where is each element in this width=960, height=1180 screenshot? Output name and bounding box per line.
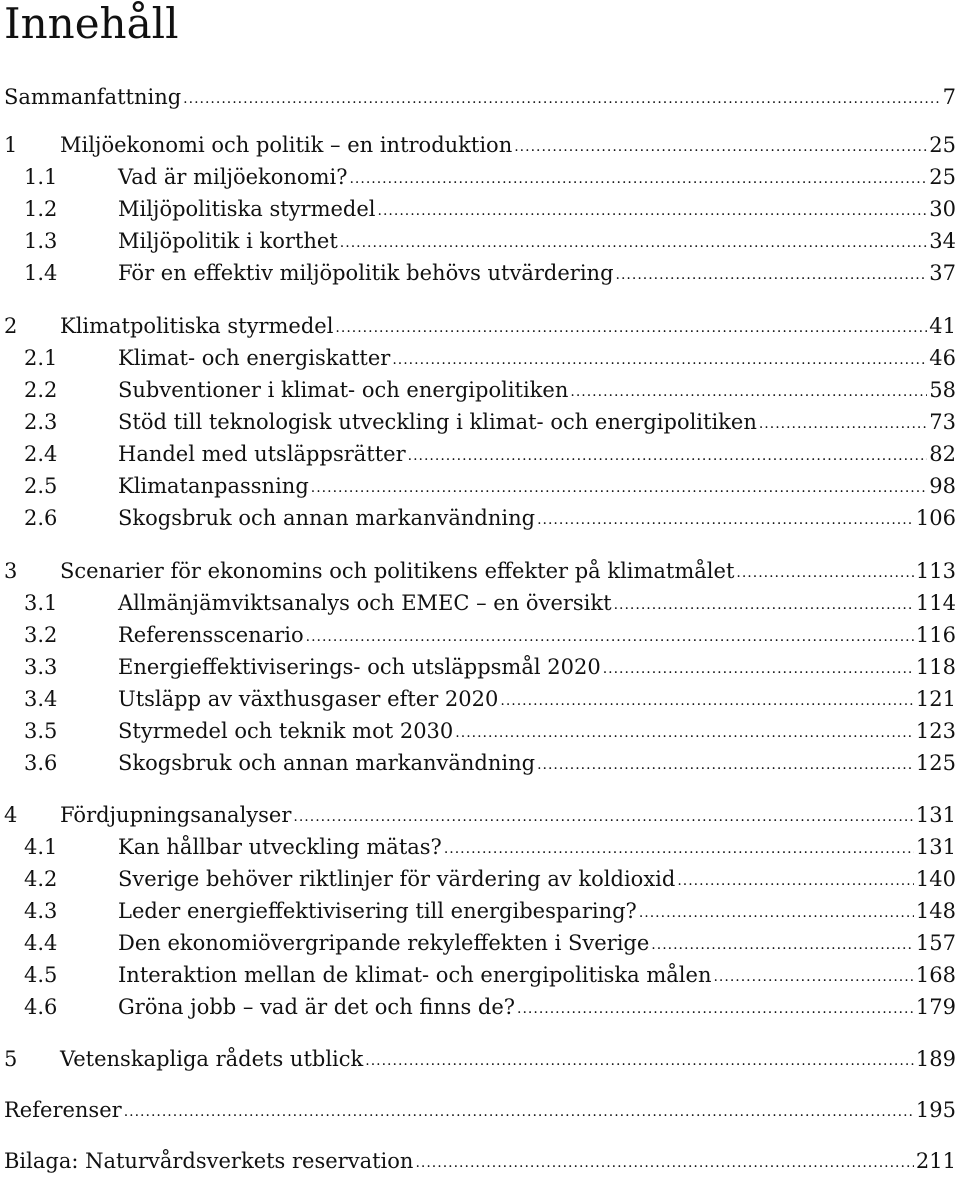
toc-entry-number: 1.2 bbox=[24, 197, 58, 221]
toc-entry-section-3-3[interactable] bbox=[4, 651, 956, 683]
toc-entry-label: Stöd till teknologisk utveckling i klimat- och energipolitiken bbox=[118, 410, 757, 434]
toc-entry-number: 1.4 bbox=[24, 261, 58, 285]
toc-entry-page: 189 bbox=[915, 1047, 956, 1071]
toc-entry-page: 116 bbox=[915, 623, 956, 647]
toc-entry-page: 195 bbox=[915, 1098, 956, 1122]
toc-entry-number: 2.1 bbox=[24, 346, 58, 370]
dot-leader bbox=[570, 373, 927, 408]
toc-entry-section-1-2[interactable] bbox=[4, 193, 956, 225]
toc-entry-label: Skogsbruk och annan markanvändning bbox=[118, 751, 536, 775]
toc-entry-number: 1 bbox=[4, 133, 18, 157]
toc-entry-number: 4 bbox=[4, 803, 18, 827]
toc-entry-section-2-1[interactable] bbox=[4, 342, 956, 374]
toc-entry-label: Vetenskapliga rådets utblick bbox=[60, 1047, 364, 1071]
toc-entry-label: Styrmedel och teknik mot 2030 bbox=[118, 719, 454, 743]
toc-entry-label: Bilaga: Naturvårdsverkets reservation bbox=[4, 1149, 414, 1173]
toc-entry-page: 58 bbox=[929, 378, 956, 402]
toc-entry-section-3-5[interactable] bbox=[4, 715, 956, 747]
toc-entry-referenser[interactable] bbox=[4, 1094, 956, 1126]
dot-leader bbox=[415, 1144, 913, 1179]
toc-entry-section-3-4[interactable] bbox=[4, 683, 956, 715]
toc-entry-number: 1.3 bbox=[24, 229, 58, 253]
toc-entry-page: 73 bbox=[929, 410, 956, 434]
toc-entry-page: 121 bbox=[915, 687, 956, 711]
toc-entry-chapter-1[interactable] bbox=[4, 129, 956, 161]
toc-entry-number: 3.4 bbox=[24, 687, 58, 711]
toc-entry-chapter-4[interactable] bbox=[4, 799, 956, 831]
toc-entry-label: Den ekonomiövergripande rekyleffekten i Sverige bbox=[118, 931, 650, 955]
toc-entry-page: 37 bbox=[929, 261, 956, 285]
toc-entry-number: 3 bbox=[4, 559, 18, 583]
dot-leader bbox=[537, 501, 914, 536]
toc-entry-label: Vad är miljöekonomi? bbox=[118, 165, 348, 189]
toc-entry-label: Leder energieffektivisering till energibesparing? bbox=[118, 899, 637, 923]
toc-entry-page: 125 bbox=[915, 751, 956, 775]
toc-entry-section-4-3[interactable] bbox=[4, 895, 956, 927]
dot-leader bbox=[455, 714, 914, 749]
dot-leader bbox=[335, 309, 927, 344]
toc-entry-label: För en effektiv miljöpolitik behövs utvärdering bbox=[118, 261, 614, 285]
toc-entry-number: 3.5 bbox=[24, 719, 58, 743]
toc-entry-page: 82 bbox=[929, 442, 956, 466]
toc-entry-section-4-4[interactable] bbox=[4, 927, 956, 959]
toc-entry-section-2-4[interactable] bbox=[4, 438, 956, 470]
toc-entry-label: Sammanfattning bbox=[4, 85, 182, 109]
dot-leader bbox=[713, 958, 913, 993]
dot-leader bbox=[408, 437, 928, 472]
toc-entry-label: Klimatpolitiska styrmedel bbox=[60, 314, 334, 338]
toc-entry-page: 148 bbox=[915, 899, 956, 923]
toc-entry-page: 25 bbox=[929, 133, 956, 157]
toc-entry-label: Interaktion mellan de klimat- och energipolitiska målen bbox=[118, 963, 712, 987]
toc-entry-page: 7 bbox=[942, 85, 956, 109]
toc-entry-label: Skogsbruk och annan markanvändning bbox=[118, 506, 536, 530]
toc-entry-page: 168 bbox=[915, 963, 956, 987]
toc-entry-number: 2.4 bbox=[24, 442, 58, 466]
dot-leader bbox=[349, 160, 927, 195]
dot-leader bbox=[517, 990, 914, 1025]
toc-entry-label: Klimat- och energiskatter bbox=[118, 346, 391, 370]
toc-entry-number: 4.1 bbox=[24, 835, 58, 859]
dot-leader bbox=[444, 830, 914, 865]
toc-entry-number: 2.5 bbox=[24, 474, 58, 498]
toc-entry-label: Handel med utsläppsrätter bbox=[118, 442, 406, 466]
toc-entry-section-4-5[interactable] bbox=[4, 959, 956, 991]
dot-leader bbox=[311, 469, 928, 504]
toc-entry-page: 98 bbox=[929, 474, 956, 498]
toc-entry-number: 2 bbox=[4, 314, 18, 338]
toc-entry-number: 3.2 bbox=[24, 623, 58, 647]
toc-entry-section-2-5[interactable] bbox=[4, 470, 956, 502]
dot-leader bbox=[306, 618, 914, 653]
dot-leader bbox=[365, 1042, 914, 1077]
toc-entry-section-2-3[interactable] bbox=[4, 406, 956, 438]
toc-entry-section-1-3[interactable] bbox=[4, 225, 956, 257]
page-title: Innehåll bbox=[4, 0, 179, 48]
toc-entry-number: 4.3 bbox=[24, 899, 58, 923]
toc-entry-number: 4.2 bbox=[24, 867, 58, 891]
toc-entry-page: 30 bbox=[929, 197, 956, 221]
toc-entry-bilaga[interactable] bbox=[4, 1145, 956, 1177]
toc-entry-section-4-1[interactable] bbox=[4, 831, 956, 863]
toc-entry-page: 46 bbox=[929, 346, 956, 370]
dot-leader bbox=[616, 256, 928, 291]
toc-entry-page: 118 bbox=[915, 655, 956, 679]
dot-leader bbox=[651, 926, 914, 961]
toc-entry-number: 4.4 bbox=[24, 931, 58, 955]
toc-entry-page: 157 bbox=[915, 931, 956, 955]
toc-entry-page: 131 bbox=[915, 835, 956, 859]
dot-leader bbox=[183, 80, 940, 115]
toc-entry-section-4-2[interactable] bbox=[4, 863, 956, 895]
toc-entry-label: Fördjupningsanalyser bbox=[60, 803, 292, 827]
toc-entry-page: 179 bbox=[915, 995, 956, 1019]
toc-entry-chapter-2[interactable] bbox=[4, 310, 956, 342]
toc-entry-section-3-1[interactable] bbox=[4, 587, 956, 619]
toc-entry-label: Miljöpolitik i korthet bbox=[118, 229, 338, 253]
toc-entry-number: 3.1 bbox=[24, 591, 58, 615]
toc-entry-section-4-6[interactable] bbox=[4, 991, 956, 1023]
toc-entry-page: 114 bbox=[915, 591, 956, 615]
toc-entry-label: Referensscenario bbox=[118, 623, 304, 647]
dot-leader bbox=[677, 862, 914, 897]
dot-leader bbox=[639, 894, 914, 929]
toc-entry-label: Referenser bbox=[4, 1098, 122, 1122]
toc-entry-section-3-2[interactable] bbox=[4, 619, 956, 651]
dot-leader bbox=[340, 224, 927, 259]
toc-entry-label: Gröna jobb – vad är det och finns de? bbox=[118, 995, 516, 1019]
toc-entry-number: 2.2 bbox=[24, 378, 58, 402]
toc-entry-number: 5 bbox=[4, 1047, 18, 1071]
toc-entry-number: 4.5 bbox=[24, 963, 58, 987]
toc-entry-label: Miljöpolitiska styrmedel bbox=[118, 197, 376, 221]
toc-entry-label: Kan hållbar utveckling mätas? bbox=[118, 835, 442, 859]
toc-entry-number: 4.6 bbox=[24, 995, 58, 1019]
dot-leader bbox=[500, 682, 914, 717]
toc-entry-section-2-2[interactable] bbox=[4, 374, 956, 406]
dot-leader bbox=[603, 650, 914, 685]
dot-leader bbox=[736, 554, 914, 589]
toc-entry-section-3-6[interactable] bbox=[4, 747, 956, 779]
dot-leader bbox=[514, 128, 927, 163]
toc-entry-page: 140 bbox=[915, 867, 956, 891]
toc-entry-number: 2.3 bbox=[24, 410, 58, 434]
toc-entry-section-1-1[interactable] bbox=[4, 161, 956, 193]
toc-entry-page: 34 bbox=[929, 229, 956, 253]
toc-entry-label: Miljöekonomi och politik – en introduktion bbox=[60, 133, 513, 157]
toc-entry-page: 123 bbox=[915, 719, 956, 743]
dot-leader bbox=[293, 798, 914, 833]
toc-entry-section-2-6[interactable] bbox=[4, 502, 956, 534]
toc-entry-page: 131 bbox=[915, 803, 956, 827]
dot-leader bbox=[537, 746, 914, 781]
toc-entry-label: Scenarier för ekonomins och politikens effekter på klimatmålet bbox=[60, 559, 735, 583]
toc-entry-page: 41 bbox=[929, 314, 956, 338]
toc-entry-number: 3.6 bbox=[24, 751, 58, 775]
toc-entry-number: 3.3 bbox=[24, 655, 58, 679]
toc-entry-label: Klimatanpassning bbox=[118, 474, 309, 498]
dot-leader bbox=[614, 586, 914, 621]
toc-entry-page: 113 bbox=[915, 559, 956, 583]
toc-entry-number: 1.1 bbox=[24, 165, 58, 189]
toc-entry-page: 25 bbox=[929, 165, 956, 189]
toc-entry-section-1-4[interactable] bbox=[4, 257, 956, 289]
dot-leader bbox=[392, 341, 927, 376]
toc-entry-page: 106 bbox=[915, 506, 956, 530]
dot-leader bbox=[378, 192, 928, 227]
toc-entry-label: Energieffektiviserings- och utsläppsmål 2020 bbox=[118, 655, 601, 679]
toc-entry-label: Utsläpp av växthusgaser efter 2020 bbox=[118, 687, 499, 711]
dot-leader bbox=[759, 405, 927, 440]
toc-entry-label: Subventioner i klimat- och energipolitiken bbox=[118, 378, 569, 402]
toc-entry-chapter-3[interactable] bbox=[4, 555, 956, 587]
toc-entry-number: 2.6 bbox=[24, 506, 58, 530]
toc-entry-sammanfattning[interactable] bbox=[4, 81, 956, 113]
dot-leader bbox=[124, 1093, 914, 1128]
toc-entry-label: Allmänjämviktsanalys och EMEC – en översikt bbox=[118, 591, 612, 615]
toc-entry-chapter-5[interactable] bbox=[4, 1043, 956, 1075]
toc-entry-label: Sverige behöver riktlinjer för värdering av koldioxid bbox=[118, 867, 676, 891]
toc-entry-page: 211 bbox=[915, 1149, 956, 1173]
